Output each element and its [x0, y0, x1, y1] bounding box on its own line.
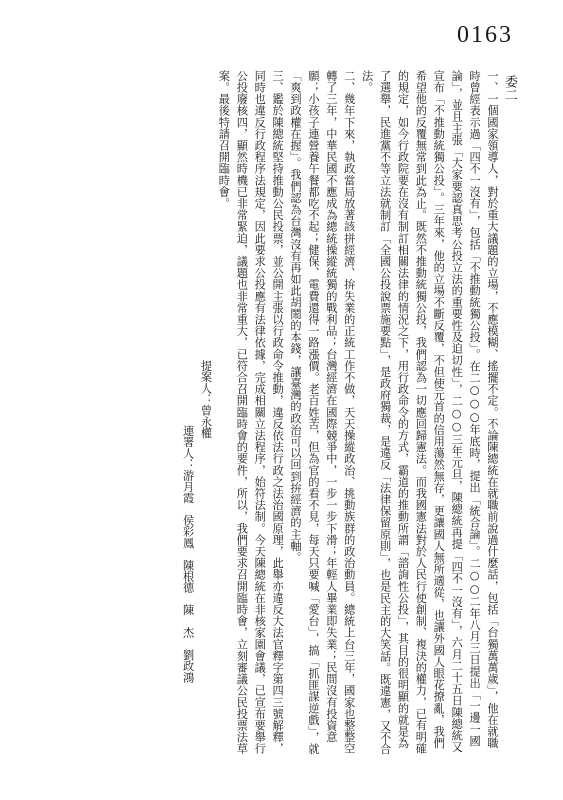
page-number: 0163 [457, 22, 513, 48]
paragraph-2: 二、幾年下來，執政當局放著該拼經濟、拚失業的正統工作不做，天天操縱政治、挑動族群的政治動員。總統上台三年，國家也整整空轉了三年，中華民國不應成為總統操縱統獨的戰利品；台灣經濟在國際競爭中，一步一步下滑；年輕人畢業即失業；民間沒有投資意願；小孩子連營養午餐都吃不起；健保、電費還得一路漲價。老百姓苦，但為官的看不見，每天只要喊「愛台」，搞「抓匪謀逆戲」，就「爽到政權在握」。我們認為台灣沒有再如此胡鬧的本錢，讓臺灣的政治可以回到拚經濟的主軸。 [289, 70, 356, 755]
paragraph-3: 三、鑑於陳總統堅持推動公民投票，並公開主張以行政命令推動，違反依法行政之法治國原理，此舉亦違反大法官釋字第四三號解釋，同時也違反行政程序法規定，因此要求公投應有法律依據，完成相關立法程序，始符法制。今天陳總統在非核家園會議，已宣布要舉行公投廢核四，顯然時機已非常緊迫，議題也非常重大，已符合召開臨時會的要件，所以，我們要求召開臨時會，立刻審議公民投票法草案。最後特請召開臨時會。 [217, 70, 285, 755]
document-body [31, 70, 501, 760]
paragraph-1: 一、一個國家領導人，對於重大議題的立場，不應模糊、搖擺不定。不論陳總統在就職前說過什麼話，包括「台獨萬萬歲」，他在就職時曾經表示過「四不一沒有」，包括「不推動統獨公投」。在二○○○年底時，提出「統合論」。二○○二年八月三日提出「一邊一國論」，並且主張「大家要認真思考公投立法的重要性及迫切性」，二○○三年元旦，陳總統再提「四不一沒有」，六月二十五日陳總統又宣布「不推動統獨公投」。三年來，他的立場不斷反覆，不但使元首的信用蕩然無存，更讓國人無所適從，也讓外國人眼花撩亂，我們希望他的反覆無常到此為止。既然不推動統獨公投，我們認為一切應回歸憲法。而我國憲法對於人民行使創制、複決的權力，已有明確的規定，如今行政院要在沒有制訂相關法律的情況之下，用行政命令的方式，霸道的推動所謂「諮詢性公投」，其目的很明顯的就是為了選舉，民進黨不等立法就制訂「全國公投說票施要點」，是政府獨裁，是違反「法律保留原則」，也是民主的大笑話。既違憲，又不合法。 [360, 70, 499, 755]
proposer-signature: 提案人：曾永權 [199, 360, 213, 439]
committee-tag: 委二 [502, 75, 517, 101]
cosigners-signature: 連署人：游月霞 侯彩鳳 陳根德 陳 杰 劉政鴻 [181, 425, 195, 683]
